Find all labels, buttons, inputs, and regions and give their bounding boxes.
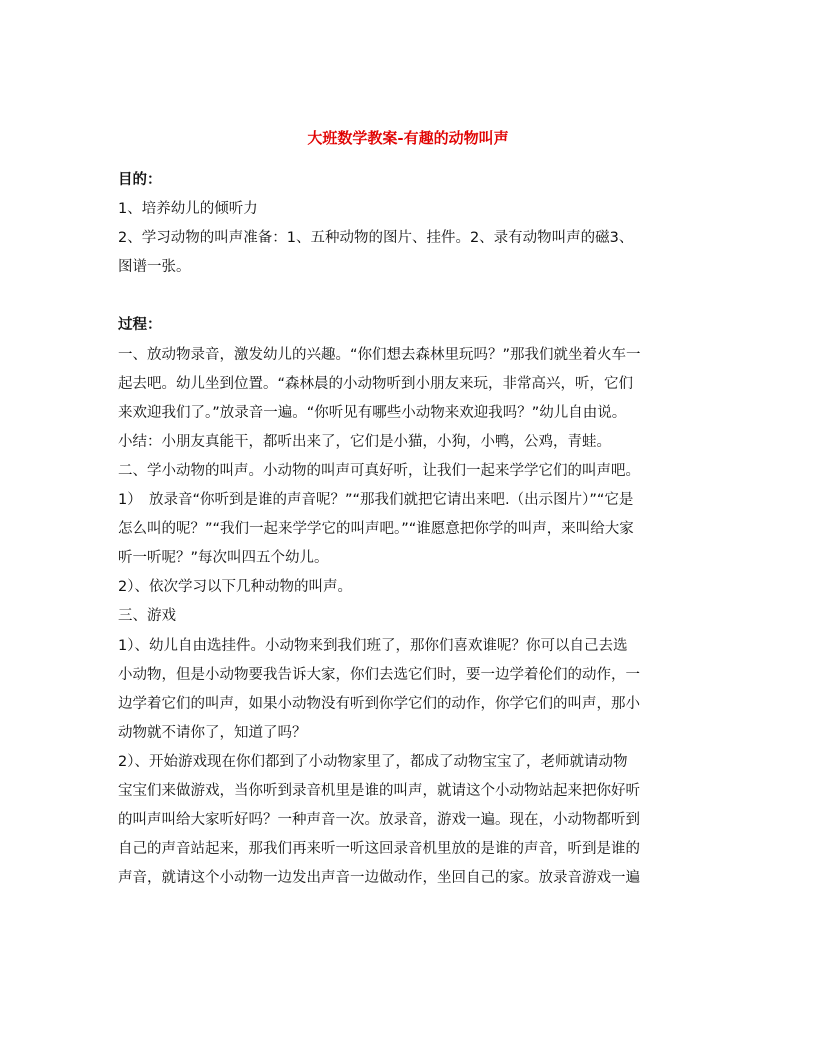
paragraph-spacer — [118, 282, 698, 311]
process-line: 边学着它们的叫声，如果小动物没有听到你学它们的动作，你学它们的叫声，那小 — [118, 695, 640, 712]
process-line: 小动物，但是小动物要我告诉大家，你们去选它们时，要一边学着伦们的动作，一 — [118, 666, 640, 683]
purpose-line: 1、培养幼儿的倾听力 — [118, 201, 258, 218]
process-line: 起去吧。幼儿坐到位置。“森林晨的小动物听到小朋友来玩，非常高兴，听，它们 — [118, 375, 634, 392]
process-line: 怎么叫的呢？”“我们一起来学学它的叫声吧。”“谁愿意把你学的叫声，来叫给大家 — [118, 521, 634, 538]
process-line: 2）、开始游戏现在你们都到了小动物家里了，都成了动物宝宝了，老师就请动物 — [118, 753, 628, 770]
document-body — [118, 166, 698, 893]
process-line: 声音，就请这个小动物一边发出声音一边做动作，坐回自己的家。放录音游戏一遍 — [118, 870, 640, 887]
process-line: 三、游戏 — [118, 608, 176, 625]
process-line: 1）、幼儿自由选挂件。小动物来到我们班了，那你们喜欢谁呢？你可以自己去选 — [118, 637, 628, 654]
process-line: 宝宝们来做游戏，当你听到录音机里是谁的叫声，就请这个小动物站起来把你好听 — [118, 782, 640, 799]
process-line: 动物就不请你了，知道了吗？ — [118, 724, 307, 741]
process-line: 1） 放录音“你听到是谁的声音呢？”“那我们就把它请出来吧.（出示图片）”“它是 — [118, 492, 634, 509]
process-line: 2）、依次学习以下几种动物的叫声。 — [118, 579, 352, 596]
purpose-heading: 目的： — [118, 172, 162, 188]
process-heading: 过程： — [118, 317, 162, 334]
process-line: 一、放动物录音，激发幼儿的兴趣。“你们想去森林里玩吗？”那我们就坐着火车一 — [118, 346, 641, 363]
process-line: 的叫声叫给大家听好吗？一种声音一次。放录音，游戏一遍。现在，小动物都听到 — [118, 812, 640, 829]
process-line: 二、学小动物的叫声。小动物的叫声可真好听，让我们一起来学学它们的叫声吧。 — [118, 462, 640, 479]
purpose-line: 图谱一张。 — [118, 259, 191, 276]
process-line: 小结：小朋友真能干，都听出来了，它们是小猫，小狗，小鸭，公鸡，青蛙。 — [118, 433, 611, 450]
document-title: 大班数学教案-有趣的动物叫声 — [307, 129, 509, 147]
process-line: 听一听呢？”每次叫四五个幼儿。 — [118, 550, 329, 567]
process-line: 来欢迎我们了。”放录音一遍。“你听见有哪些小动物来欢迎我吗？”幼儿自由说。 — [118, 404, 627, 421]
process-line: 自己的声音站起来，那我们再来听一听这回录音机里放的是谁的声音，听到是谁的 — [118, 841, 640, 858]
purpose-line: 2、学习动物的叫声准备：1、五种动物的图片、挂件。2、录有动物叫声的磁3、 — [118, 230, 634, 247]
